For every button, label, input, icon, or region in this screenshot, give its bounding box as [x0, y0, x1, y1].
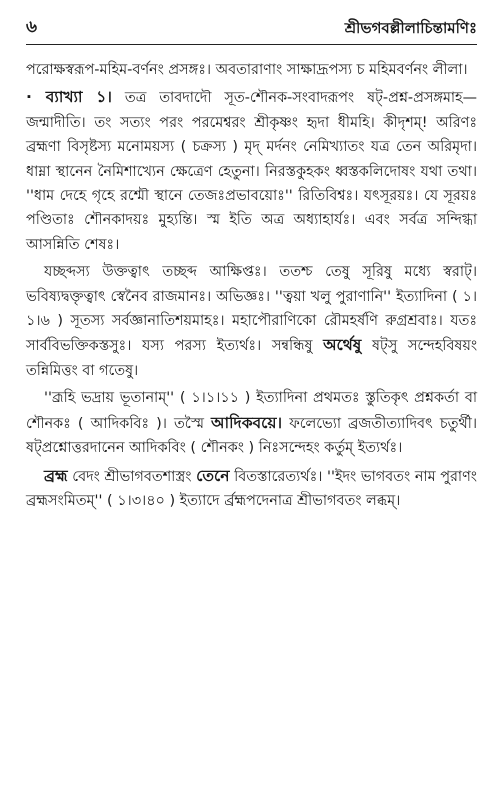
paragraph-text: ফলেভ্যো ব্রজতীত্যাদিবৎ চতুর্থী। ষট্প্রশ্নোত্তরদানেন আদিকবিং ( শৌনকং ) নিঃসন্দেহং কর্তুম্ ইত্যর্থঃ।	[26, 415, 478, 457]
paragraph-text: ষট্সু সন্দেহবিষয়ং তন্নিমিত্তং বা গতেষু।	[26, 338, 478, 379]
bold-term: অর্থেষু	[323, 336, 362, 355]
header-rule	[26, 44, 477, 45]
paragraph-p1	[26, 58, 477, 82]
paragraph-p2	[26, 85, 477, 257]
paragraph-text: তত্র তাবদাদৌ সূত-শৌনক-সংবাদরূপং ষট্-প্রশ্ন-প্রসঙ্গমাহ—জন্মাদীতি। তং সত্যং পরং পরমেশ্বরং শ্রীকৃষ্ণং হৃদা ধীমহি। কীদৃশম্! অরিণঃ ব্রহ্মণা বিসৃষ্টস্য মনোময়স্য ( চক্রস্য ) মৃদ্ মর্দনং নেমিখ্যাতং যত্র তেন অরিমৃদা। ধাম্না স্থানেন নৈমিশাখ্যেন ক্ষেত্রেণ হেতুনা। নিরস্তকুহকং ধ্বস্তকলিদোষং যথা তথা। ''ধাম দেহে গৃহে রশ্মৌ স্থানে তেজঃপ্রভাবয়োঃ'' রিতিবিশ্বঃ। যৎসূরয়ঃ। যে সূরয়ঃ পণ্ডিতাঃ শৌনকাদয়ঃ মুহ্যন্তি। স্ম ইতি অত্র অধ্যাহার্যঃ। এবং সর্বত্র সন্দিগ্ধা আসন্নিতি শেষঃ।	[26, 90, 477, 253]
bold-term: ব্রহ্ম	[44, 466, 68, 485]
paragraph-p5	[26, 464, 477, 514]
paragraph-text: বিতস্তারেত্যর্থঃ। ''ইদং ভাগবতং নাম পুরাণং ব্রহ্মসংমিতম্'' ( ১।৩।৪০ ) ইত্যাদে র্ব্রহ্মপদেনাত্র শ্রীভাগবতং লব্ধম্।	[26, 468, 477, 509]
bold-term: আদিকবয়ে।	[211, 413, 283, 432]
paragraph-text: পরোক্ষস্বরূপ-মহিম-বর্ণনং প্রসঙ্গঃ। অবতারাণাং সাক্ষাদ্রূপস্য চ মহিমবর্ণনং লীলা।	[26, 62, 468, 78]
paragraph-text: বেদং শ্রীভাগবতশাস্ত্রং	[67, 468, 197, 485]
paragraph-p3	[26, 260, 477, 383]
page-number: ৬	[26, 17, 38, 37]
bold-term: তেনে	[196, 466, 230, 485]
paragraph-text: যচ্ছব্দস্য উক্তত্বাৎ তচ্ছব্দ আক্ষিপ্তঃ। ততশ্চ তেষু সূরিষু মধ্যে স্বরাট্। ভবিষ্যদ্বক্তৃত্বাৎ স্বেনৈব রাজমানঃ। অভিজ্ঞঃ। ''ত্বয়া খলু পুরাণানি'' ইত্যাদিনা ( ১।১।৬ ) সূতস্য সর্বজ্ঞানাতিশয়মাহঃ। মহাপৌরাণিকো রৌমহর্ষণি রুগ্রশ্রবাঃ। যতঃ সার্ববিভক্তিকস্তসুঃ। যস্য পরস্য ইত্যর্থঃ। সন্বন্ধিষু	[26, 264, 477, 355]
paragraph-text: ''ব্রূহি ভদ্রায় ভূতানাম্'' ( ১।১।১১ ) ইত্যাদিনা প্রথমতঃ স্তুতিকৃৎ প্রশ্নকর্তা বা শৌনকঃ ( আদিকবিঃ )। তস্মৈ	[26, 390, 477, 432]
page-header	[26, 12, 477, 42]
running-head: শ্রীভগবল্লীলাচিন্তামণিঃ	[344, 19, 477, 37]
section-heading: · ব্যাখ্যা ১।	[26, 88, 112, 107]
paragraph-p4	[26, 386, 477, 460]
commentary-body	[26, 58, 477, 516]
